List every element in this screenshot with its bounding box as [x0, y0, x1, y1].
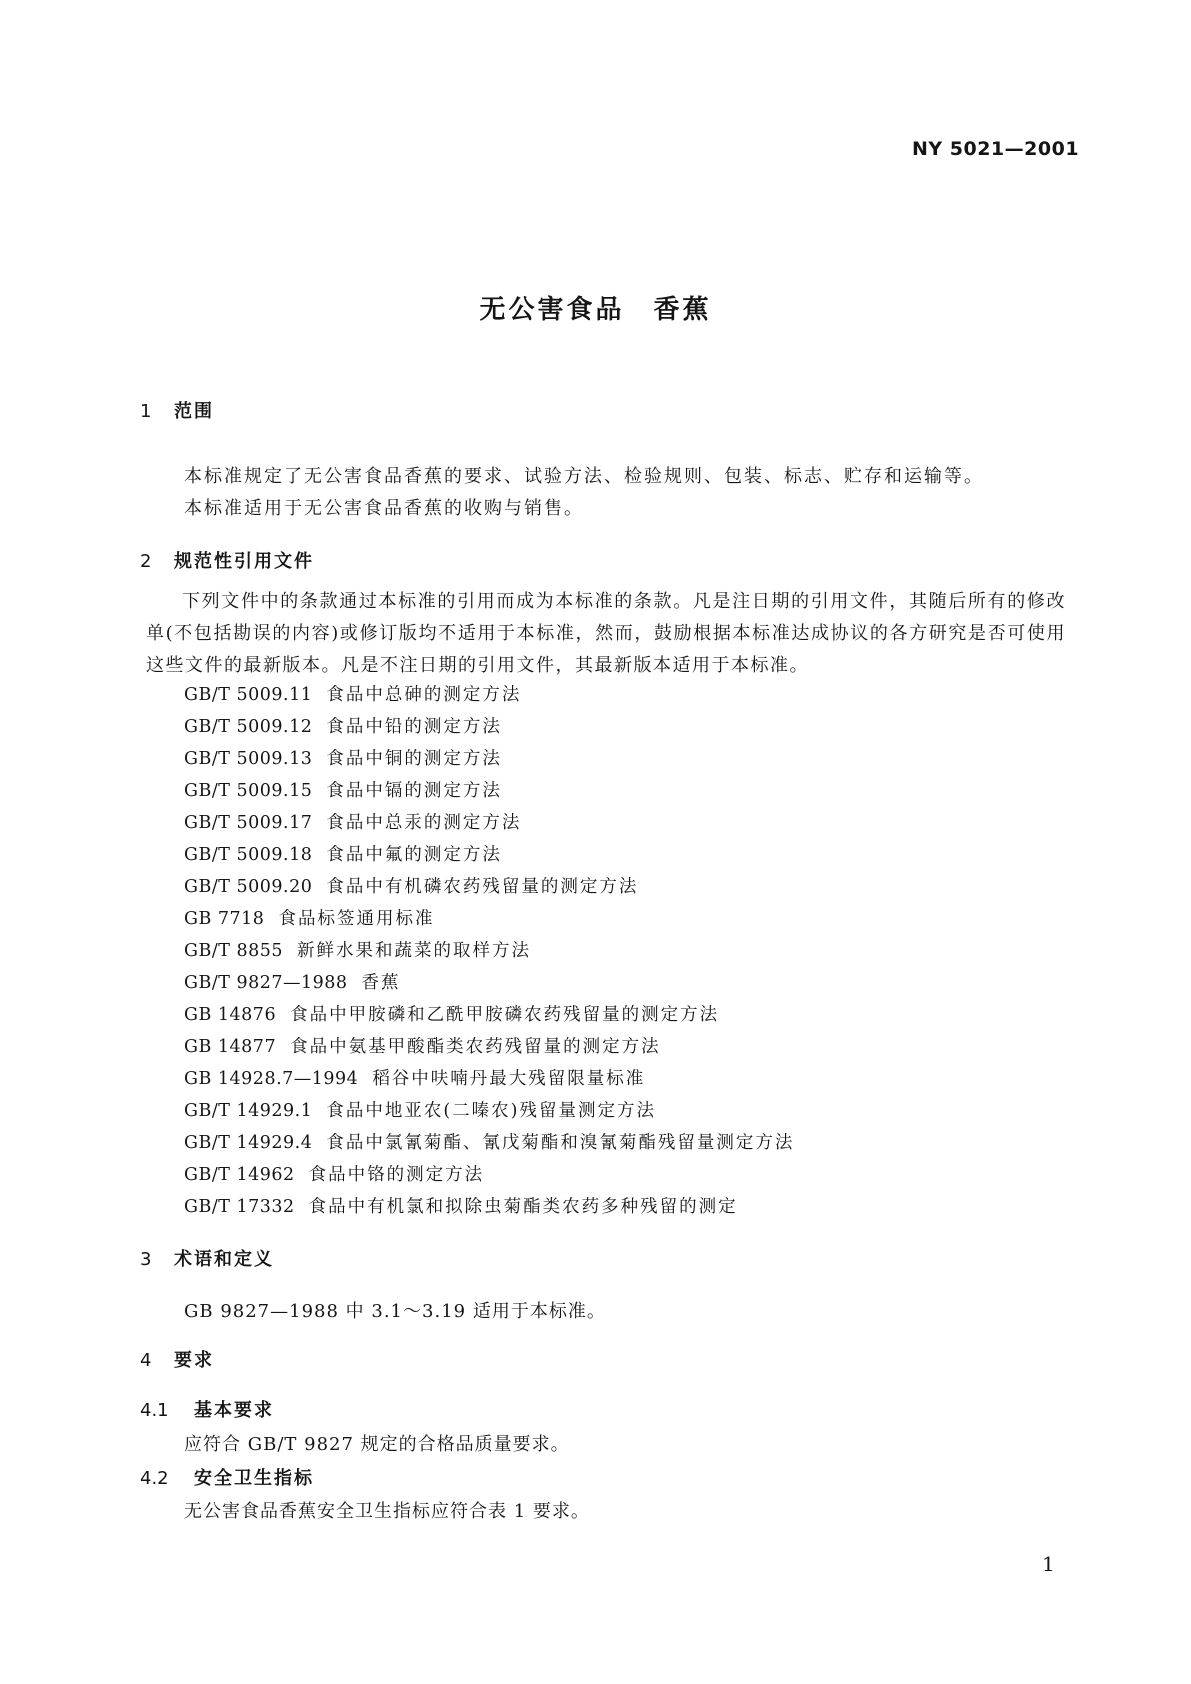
reference-title: 食品中氯氰菊酯、氰戊菊酯和溴氰菊酯残留量测定方法	[326, 1133, 795, 1153]
reference-code: GB 14876	[184, 1005, 277, 1025]
reference-code: GB/T 14929.1	[184, 1101, 313, 1121]
subsection-4-2-heading	[140, 1464, 314, 1490]
paragraph: 应符合 GB/T 9827 规定的合格品质量要求。	[184, 1434, 570, 1455]
reference-item	[184, 967, 794, 999]
reference-title: 食品中总汞的测定方法	[326, 813, 522, 833]
section-number: 3	[140, 1249, 152, 1270]
section-2-heading	[140, 547, 314, 573]
reference-item	[184, 935, 794, 967]
reference-item	[184, 1031, 794, 1063]
reference-item	[184, 1063, 794, 1095]
section-number: 4	[140, 1350, 152, 1371]
reference-title: 食品中铅的测定方法	[326, 717, 502, 737]
subsection-number: 4.2	[140, 1468, 169, 1489]
reference-title: 食品中氟的测定方法	[326, 845, 502, 865]
reference-code: GB/T 5009.20	[184, 877, 313, 897]
reference-item	[184, 711, 794, 743]
subsection-title: 安全卫生指标	[194, 1468, 314, 1489]
reference-title: 稻谷中呋喃丹最大残留限量标准	[372, 1069, 646, 1089]
reference-item	[184, 839, 794, 871]
reference-title: 食品中总砷的测定方法	[326, 685, 522, 705]
paragraph: 本标准规定了无公害食品香蕉的要求、试验方法、检验规则、包装、标志、贮存和运输等。	[184, 466, 984, 487]
reference-title: 食品中甲胺磷和乙酰甲胺磷农药残留量的测定方法	[290, 1005, 720, 1025]
document-title: 无公害食品 香蕉	[479, 295, 712, 325]
reference-list	[184, 679, 794, 1223]
reference-title: 食品中镉的测定方法	[326, 781, 502, 801]
paragraph: 无公害食品香蕉安全卫生指标应符合表 1 要求。	[184, 1501, 590, 1522]
subsection-number: 4.1	[140, 1400, 169, 1421]
reference-code: GB/T 8855	[184, 941, 284, 961]
reference-title: 食品中地亚农(二嗪农)残留量测定方法	[326, 1101, 656, 1121]
section-number: 1	[140, 401, 152, 422]
reference-item	[184, 999, 794, 1031]
reference-title: 食品中铜的测定方法	[326, 749, 502, 769]
reference-code: GB/T 5009.11	[184, 685, 313, 705]
reference-code: GB/T 5009.12	[184, 717, 313, 737]
reference-code: GB 7718	[184, 909, 265, 929]
section-title: 规范性引用文件	[174, 551, 314, 572]
reference-code: GB/T 5009.15	[184, 781, 313, 801]
reference-item	[184, 871, 794, 903]
reference-item	[184, 679, 794, 711]
reference-title: 食品中氨基甲酸酯类农药残留量的测定方法	[290, 1037, 661, 1057]
paragraph: 本标准适用于无公害食品香蕉的收购与销售。	[184, 498, 584, 519]
section-3-heading	[140, 1245, 274, 1271]
reference-item	[184, 1095, 794, 1127]
reference-code: GB/T 14962	[184, 1165, 295, 1185]
reference-code: GB/T 5009.13	[184, 749, 313, 769]
reference-title: 香蕉	[361, 973, 401, 993]
reference-code: GB/T 5009.18	[184, 845, 313, 865]
reference-title: 新鲜水果和蔬菜的取样方法	[297, 941, 532, 961]
reference-code: GB 14928.7—1994	[184, 1069, 359, 1089]
reference-item	[184, 1127, 794, 1159]
reference-item	[184, 903, 794, 935]
reference-item	[184, 1159, 794, 1191]
reference-item	[184, 743, 794, 775]
reference-code: GB/T 5009.17	[184, 813, 313, 833]
paragraph: GB 9827—1988 中 3.1～3.19 适用于本标准。	[184, 1301, 606, 1322]
reference-title: 食品中有机氯和拟除虫菊酯类农药多种残留的测定	[308, 1197, 738, 1217]
subsection-title: 基本要求	[194, 1400, 274, 1421]
reference-title: 食品中有机磷农药残留量的测定方法	[326, 877, 639, 897]
reference-title: 食品标签通用标准	[278, 909, 435, 929]
page-number: 1	[1042, 1552, 1055, 1576]
section-4-heading	[140, 1346, 214, 1372]
reference-title: 食品中铬的测定方法	[308, 1165, 485, 1185]
subsection-4-1-heading	[140, 1396, 274, 1422]
section-title: 要求	[174, 1350, 214, 1371]
reference-item	[184, 775, 794, 807]
reference-code: GB/T 14929.4	[184, 1133, 313, 1153]
reference-code: GB/T 9827—1988	[184, 973, 348, 993]
section-1-heading	[140, 397, 214, 423]
reference-item	[184, 807, 794, 839]
section-title: 范围	[174, 401, 214, 422]
reference-code: GB 14877	[184, 1037, 277, 1057]
section-title: 术语和定义	[174, 1249, 274, 1270]
reference-code: GB/T 17332	[184, 1197, 295, 1217]
section-number: 2	[140, 551, 152, 572]
standard-code: NY 5021—2001	[912, 138, 1080, 160]
reference-item	[184, 1191, 794, 1223]
paragraph: 下列文件中的条款通过本标准的引用而成为本标准的条款。凡是注日期的引用文件，其随后所有的修改单(不包括勘误的内容)或修订版均不适用于本标准，然而，鼓励根据本标准达成协议的各方研究是否可使用这些文件的最新版本。凡是不注日期的引用文件，其最新版本适用于本标准。	[146, 591, 1066, 676]
